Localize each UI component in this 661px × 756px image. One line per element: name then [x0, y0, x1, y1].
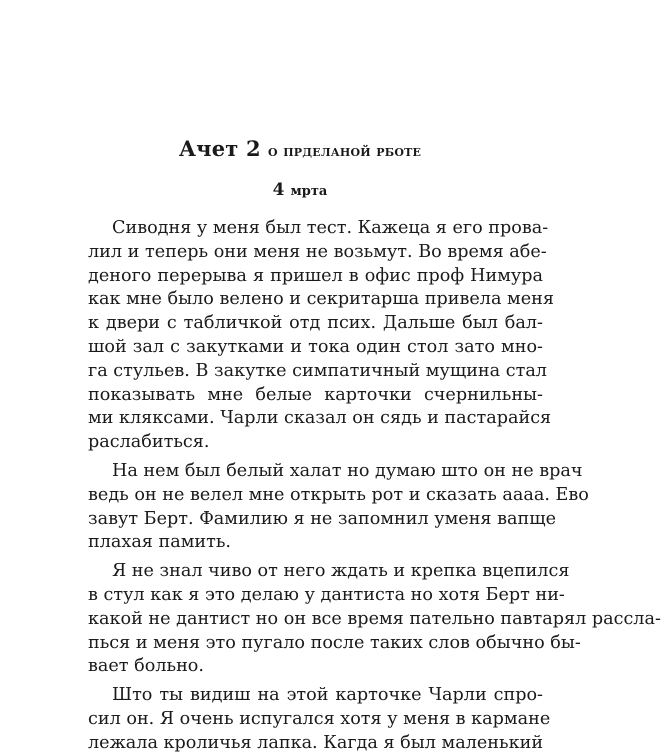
text-line: раслабиться.: [88, 432, 210, 453]
text-line: га стульев. В закутке симпатичный мущина стал: [88, 360, 547, 381]
text-line: Сиводня у меня был тест. Кажеца я его прова-: [112, 218, 549, 238]
chapter-title: [0, 136, 600, 161]
text-line: сил он. Я очень испугался хотя у меня в кармане: [88, 708, 551, 729]
text-line: ведь он не велел мне открыть рот и сказать аааа. Ево: [88, 484, 589, 505]
text-line: завут Берт. Фамилию я не запомнил уменя вапще: [88, 508, 556, 529]
date-heading: [0, 180, 600, 200]
text-line: шой зал с закутками и тока один стол зато мно-: [88, 336, 543, 357]
text-line: деного перерыва я пришел в офис проф Нимура: [88, 265, 543, 286]
chapter-title-text: о прделаной рботе: [268, 142, 422, 160]
text-line: вает больно.: [88, 656, 204, 677]
body-text: [88, 217, 661, 756]
text-line: пься и меня это пугало после таких слов обычно бы-: [88, 632, 581, 653]
text-line: в стул как я это делаю у дантиста но хотя Берт ни-: [88, 584, 565, 605]
text-line: Што ты видиш на этой карточке Чарли спро-: [112, 685, 543, 706]
text-line: плахая памить.: [88, 532, 232, 553]
date-month: мрта: [290, 184, 328, 199]
text-line: ми кляксами. Чарли сказал он сядь и пастарайся: [88, 408, 552, 429]
chapter-number: Ачет 2: [178, 136, 261, 161]
date-day: 4: [272, 180, 285, 200]
text-line: показывать мне белые карточки счернильны-: [88, 384, 543, 405]
text-line: На нем был белый халат но думаю што он не врач: [112, 460, 583, 481]
text-line: к двери с табличкой отд псих. Дальше был бал-: [88, 313, 543, 334]
text-line: какой не дантист но он все время пательно павтарял рассла-: [88, 608, 661, 629]
text-line: лил и теперь они меня не возьмут. Во время абе-: [88, 241, 547, 262]
text-line: лежала кроличья лапка. Кагда я был маленький: [88, 732, 544, 753]
text-line: как мне было велено и секритарша привела меня: [88, 289, 554, 310]
text-line: Я не знал чиво от него ждать и крепка вцепился: [112, 561, 570, 582]
